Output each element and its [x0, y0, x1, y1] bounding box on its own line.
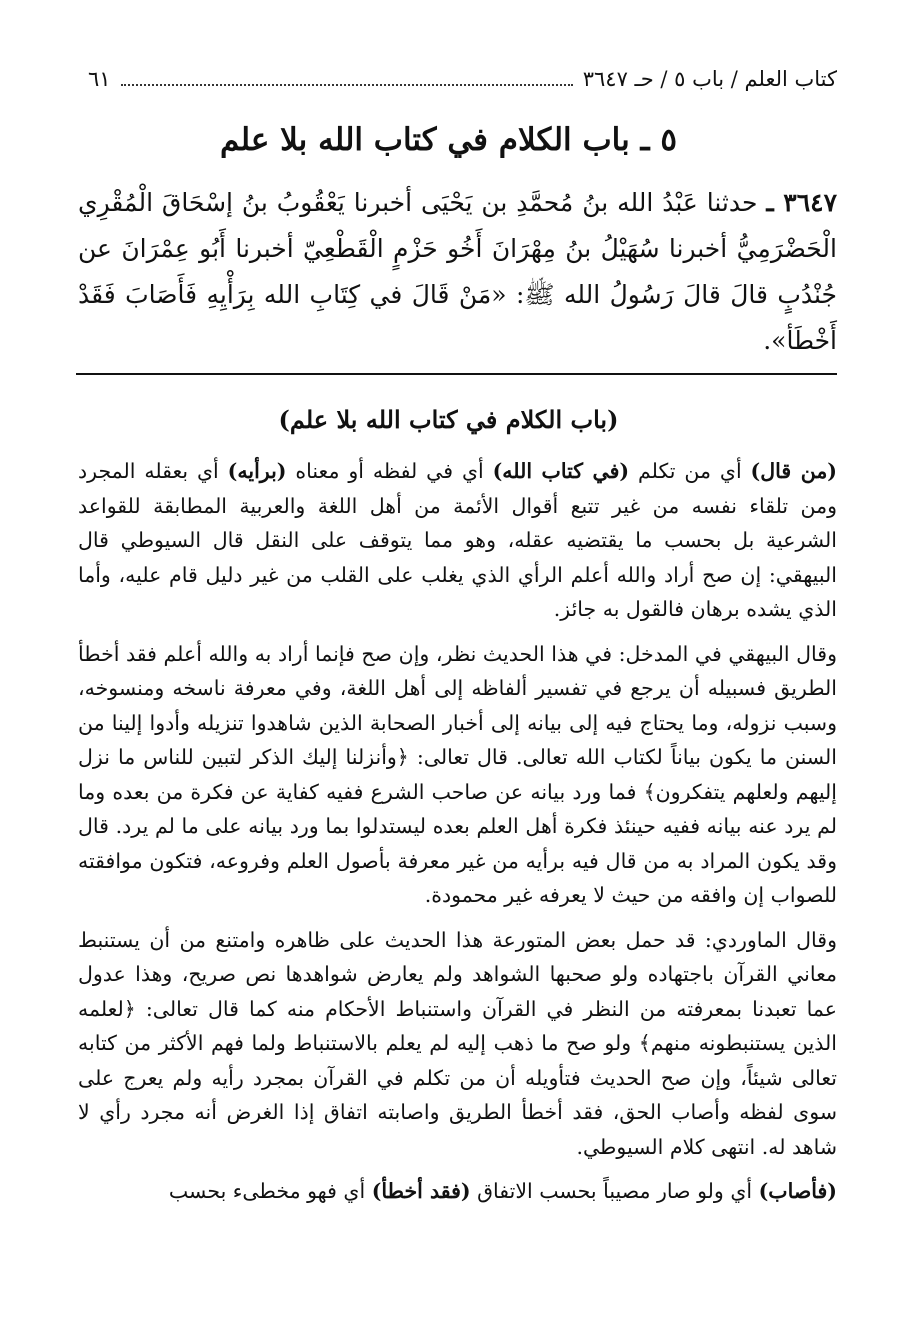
commentary-paragraph — [78, 454, 837, 627]
dotted-leader — [121, 84, 573, 86]
running-head — [88, 62, 837, 96]
commentary-body — [78, 454, 837, 1219]
commentary-paragraph: وقال الماوردي: قد حمل بعض المتورعة هذا الحديث على ظاهره وامتنع من أن يستنبط معاني القرآن باجتهاده ولو صحبها الشواهد ولم يعارض شواهدها نص صريح، وهذا عدول عما تعبدنا بمعرفته من النظر في القرآن واستنباط الأحكام منه كما قال تعالى: ﴿لعلمه الذين يستنبطونه منهم﴾ ولو صح ما ذهب إليه لم يعلم بالاستنباط ولما فهم الأكثر من كتابه تعالى شيئاً، وإن صح الحديث فتأويله أن من تكلم في القرآن بمجرد رأيه ولم يعرج على سوى لفظه وأصاب الحق، فقد أخطأ الطريق واصابته اتفاق إذا الغرض أنه مجرد رأي لا شاهد له. انتهى كلام السيوطي. — [78, 927, 837, 1159]
keyword: (فقد أخطأ) — [371, 1179, 471, 1203]
paragraph-text: أي في لفظه أو معناه — [286, 459, 493, 483]
paragraph-text: أي بعقله المجرد ومن تلقاء نفسه من غير تتبع أقوال الأئمة من أهل اللغة والعربية المطابقة للقواعد الشرعية بل بحسب ما يقتضيه عقله، وهو مما يتوقف على النقل قال السيوطي قال البيهقي: إن صح أراد والله أعلم الرأي الذي يغلب على القلب من غير دليل قام عليه، وأما الذي يشده برهان فالقول به جائز. — [78, 459, 837, 621]
keyword: (فأصاب) — [758, 1179, 837, 1203]
footnote-divider — [76, 373, 837, 375]
paragraph-text: أي ولو صار مصيباً بحسب الاتفاق — [470, 1179, 759, 1203]
paragraph-text: أي من تكلم — [629, 459, 751, 483]
commentary-title: (باب الكلام في كتاب الله بلا علم) — [278, 405, 619, 434]
commentary-paragraph: وقال البيهقي في المدخل: في هذا الحديث نظر، وإن صح فإنما أراد به والله أعلم فقد أخطأ الطريق فسبيله أن يرجع في تفسير ألفاظه إلى أهل اللغة، وفي معرفة ناسخه ومنسوخه، وسبب نزوله، وما يحتاج فيه إلى بيانه إلى أخبار الصحابة الذين شاهدوا تنزيله وأدوا إلينا من السنن ما يكون بياناً لكتاب الله تعالى. قال تعالى: ﴿وأنزلنا إليك الذكر لتبين للناس ما نزل إليهم ولعلهم يتفكرون﴾ فما ورد بيانه عن صاحب الشرع ففيه كفاية عن فكرة من بعده وما لم يرد عنه بيانه ففيه حينئذ فكرة أهل العلم بعده ليستدلوا بما ورد بيانه على ما لم يرد. قال وقد يكون المراد به من قال فيه برأيه من غير معرفة بأصول العلم وفروعه، فتكون موافقته للصواب إن وافقه من حيث لا يعرفه غير محمودة. — [78, 641, 837, 907]
chapter-title: ٥ ـ باب الكلام في كتاب الله بلا علم — [219, 122, 678, 158]
running-head-title: كتاب العلم / باب ٥ / حـ ٣٦٤٧ — [582, 67, 837, 91]
paragraph-text: أي فهو مخطىء بحسب — [168, 1179, 372, 1203]
page-number: ٦١ — [88, 67, 111, 91]
hadith-body: حدثنا عَبْدُ الله بنُ مُحمَّدِ بن يَحْيَى أخبرنا يَعْقُوبُ بنُ إسْحَاقَ الْمُقْرِي الْحَضْرَمِيُّ أخبرنا سُهَيْلُ بنُ مِهْرَانَ أَخُو حَزْمٍ الْقَطْعِيّ أخبرنا أَبُو عِمْرَانَ عن جُنْدُبٍ قالَ قالَ رَسُولُ الله ﷺ: «مَنْ قَالَ في كِتَابِ الله بِرَأْيِهِ فَأَصَابَ فَقَدْ أَخْطَأ». — [78, 188, 837, 355]
keyword: (في كتاب الله) — [492, 459, 630, 483]
keyword: (من قال) — [750, 459, 837, 483]
keyword: (برأيه) — [227, 459, 287, 483]
hadith-number: ٣٦٤٧ ـ — [766, 188, 838, 217]
commentary-paragraph — [78, 1174, 837, 1209]
hadith-text — [78, 180, 837, 364]
